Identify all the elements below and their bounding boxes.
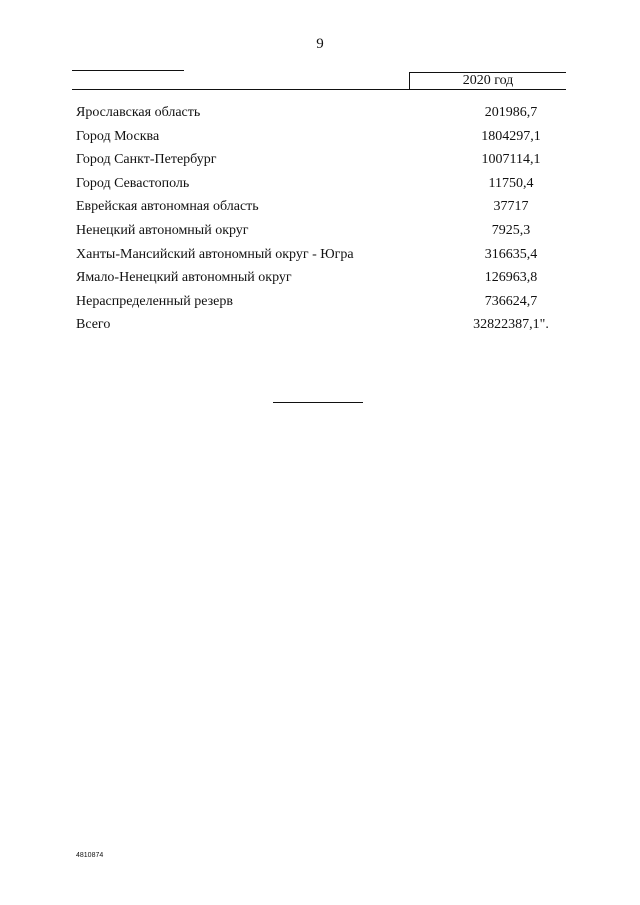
table-row [76,152,566,176]
row-label: Ямало-Ненецкий автономный округ [76,270,292,286]
table-row [76,105,566,129]
table-row [76,294,566,318]
table-row [76,176,566,200]
row-value: 1804297,1 [481,128,541,144]
page-number: 9 [316,36,324,52]
table-row [76,199,566,223]
end-of-document-rule [273,402,363,403]
row-value: 11750,4 [488,175,534,191]
row-value: 736624,7 [484,293,538,309]
row-value: 7925,3 [491,222,531,238]
row-value: 126963,8 [484,270,538,286]
header-bottom-rule [72,89,566,90]
row-label: Еврейская автономная область [76,199,259,215]
table-row [76,270,566,294]
document-code: 4810874 [76,852,104,859]
row-value: 1007114,1 [481,152,541,168]
row-label: Город Санкт-Петербург [76,152,217,168]
row-label: Ханты-Мансийский автономный округ - Югра [76,246,354,262]
row-label: Всего [76,317,111,333]
row-label: Ненецкий автономный округ [76,222,249,238]
table-row [76,223,566,247]
row-label: Нераспределенный резерв [76,293,233,309]
row-value: 316635,4 [484,246,538,262]
row-value: 37717 [493,199,529,215]
row-value: 32822387,1". [473,317,549,333]
table-row-total [76,317,566,341]
row-value: 201986,7 [484,105,538,120]
table-row [76,247,566,271]
table-row [76,129,566,153]
row-label: Ярославская область [76,105,201,120]
header-rule-left [72,70,184,71]
column-header-year: 2020 год [462,73,514,88]
row-label: Город Севастополь [76,175,190,191]
table-body [76,105,566,341]
row-label: Город Москва [76,128,160,144]
